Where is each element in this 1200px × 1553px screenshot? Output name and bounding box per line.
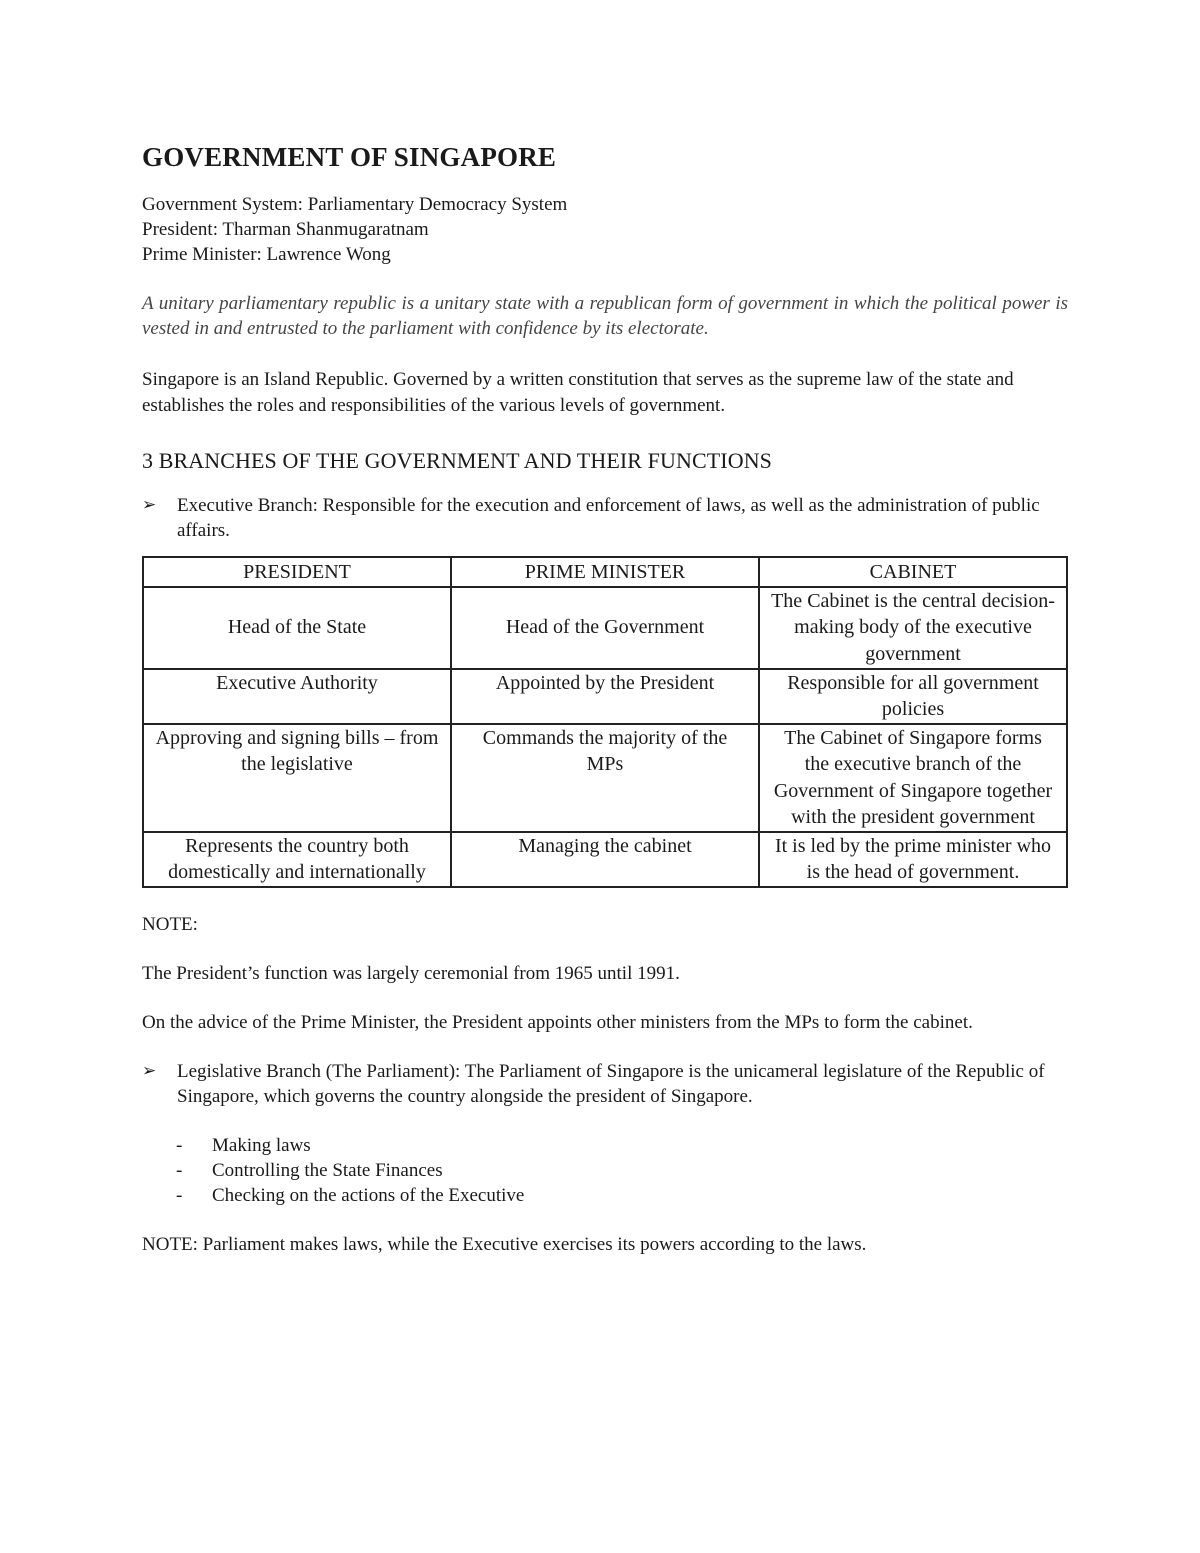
list-item bbox=[176, 1183, 1068, 1208]
table-cell: It is led by the prime minister who is the head of government. bbox=[759, 832, 1067, 887]
executive-table bbox=[142, 556, 1068, 888]
table-cell: Commands the majority of the MPs bbox=[451, 724, 759, 832]
legislative-branch-bullet bbox=[142, 1059, 1068, 1109]
list-item bbox=[176, 1158, 1068, 1183]
table-row bbox=[143, 587, 1067, 669]
list-item-text: Checking on the actions of the Executive bbox=[212, 1184, 525, 1206]
table-header: CABINET bbox=[759, 557, 1067, 587]
dash-marker: - bbox=[176, 1134, 183, 1156]
list-item-text: Making laws bbox=[212, 1134, 311, 1156]
table-row bbox=[143, 669, 1067, 724]
table-row bbox=[143, 724, 1067, 832]
branches-heading: 3 BRANCHES OF THE GOVERNMENT AND THEIR FUNCTIONS bbox=[142, 448, 773, 473]
dash-marker: - bbox=[176, 1159, 183, 1181]
note-paragraph: On the advice of the Prime Minister, the President appoints other ministers from the MPs to form the cabinet. bbox=[142, 1011, 973, 1033]
table-cell: Approving and signing bills – from the legislative bbox=[143, 724, 451, 832]
table-cell: Represents the country both domestically and internationally bbox=[143, 832, 451, 887]
arrow-bullet-icon: ➢ bbox=[142, 1060, 157, 1081]
table-header: PRESIDENT bbox=[143, 557, 451, 587]
government-system: Government System: Parliamentary Democracy System bbox=[142, 194, 568, 215]
table-cell: Managing the cabinet bbox=[451, 832, 759, 887]
arrow-bullet-icon: ➢ bbox=[142, 495, 157, 515]
definition-paragraph: A unitary parliamentary republic is a unitary state with a republican form of government in which the political power is vested in and entrusted to the parliament with confidence by its electorate. bbox=[142, 293, 1068, 339]
legislative-functions-list bbox=[142, 1133, 1068, 1208]
president-line: President: Tharman Shanmugaratnam bbox=[142, 219, 429, 240]
table-row bbox=[143, 832, 1067, 887]
table-cell: The Cabinet of Singapore forms the executive branch of the Government of Singapore together with the president government bbox=[759, 724, 1067, 832]
executive-branch-bullet bbox=[142, 493, 1068, 543]
note-label: NOTE: bbox=[142, 913, 198, 935]
legislative-branch-text: Legislative Branch (The Parliament): The Parliament of Singapore is the unicameral legislature of the Republic of Singapore, which governs the country alongside the president of Singapore. bbox=[177, 1060, 1045, 1107]
table-cell: The Cabinet is the central decision-making body of the executive government bbox=[759, 587, 1067, 669]
government-meta bbox=[142, 192, 1068, 267]
final-note: NOTE: Parliament makes laws, while the Executive exercises its powers according to the laws. bbox=[142, 1233, 867, 1255]
list-item-text: Controlling the State Finances bbox=[212, 1159, 443, 1181]
table-header-row bbox=[143, 557, 1067, 587]
list-item bbox=[176, 1133, 1068, 1158]
table-cell: Head of the Government bbox=[451, 587, 759, 669]
table-cell: Head of the State bbox=[143, 587, 451, 669]
table-cell: Appointed by the President bbox=[451, 669, 759, 724]
dash-marker: - bbox=[176, 1184, 183, 1206]
document-page bbox=[142, 140, 1068, 1257]
table-cell: Executive Authority bbox=[143, 669, 451, 724]
table-cell: Responsible for all government policies bbox=[759, 669, 1067, 724]
table-header: PRIME MINISTER bbox=[451, 557, 759, 587]
prime-minister-line: Prime Minister: Lawrence Wong bbox=[142, 244, 391, 265]
intro-paragraph: Singapore is an Island Republic. Governed by a written constitution that serves as the supreme law of the state and establishes the roles and responsibilities of the various levels of government. bbox=[142, 369, 1014, 416]
document-title: GOVERNMENT OF SINGAPORE bbox=[142, 142, 557, 172]
executive-branch-text: Executive Branch: Responsible for the execution and enforcement of laws, as well as the administration of public affairs. bbox=[177, 495, 1040, 541]
note-paragraph: The President’s function was largely ceremonial from 1965 until 1991. bbox=[142, 962, 680, 984]
